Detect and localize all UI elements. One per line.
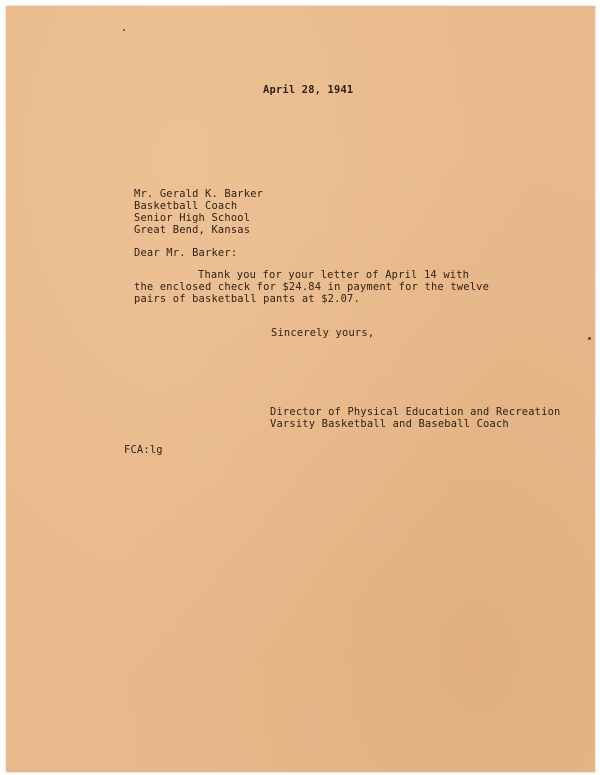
recipient-name: Mr. Gerald K. Barker (134, 188, 264, 200)
body-line-3: pairs of basketball pants at $2.07. (134, 293, 360, 305)
recipient-school: Senior High School (134, 212, 251, 224)
closing: Sincerely yours, (271, 327, 375, 339)
body-line-1: Thank you for your letter of April 14 with (198, 269, 470, 281)
signature-title-2: Varsity Basketball and Baseball Coach (270, 418, 509, 430)
paper-speck (123, 29, 125, 31)
letter-date: April 28, 1941 (263, 84, 354, 96)
recipient-city: Great Bend, Kansas (134, 224, 251, 236)
letter-sheet (6, 6, 595, 772)
body-line-2: the enclosed check for $24.84 in payment for the twelve (134, 281, 490, 293)
signature-title-1: Director of Physical Education and Recreation (270, 406, 561, 418)
recipient-title: Basketball Coach (134, 200, 238, 212)
paper-speck (588, 337, 591, 340)
salutation: Dear Mr. Barker: (134, 247, 238, 259)
reference-initials: FCA:lg (124, 444, 163, 456)
